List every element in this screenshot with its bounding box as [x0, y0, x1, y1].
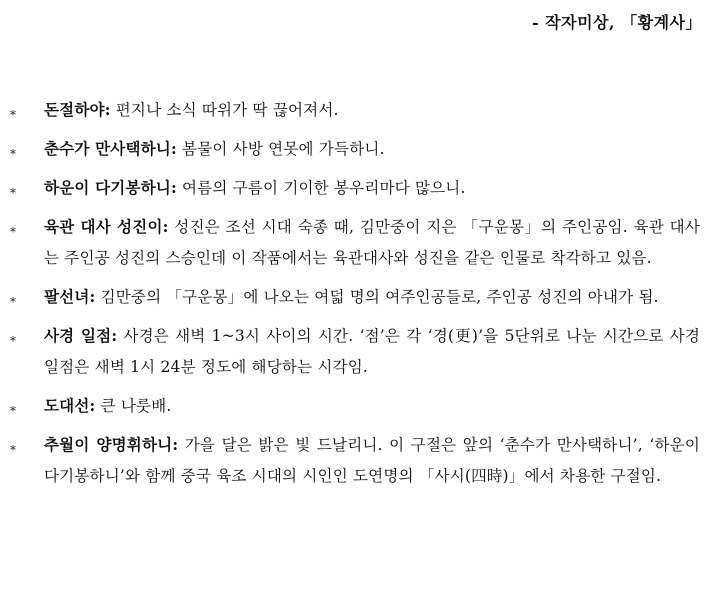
glossary-definition: 여름의 구름이 기이한 봉우리마다 많으니.: [176, 179, 466, 197]
asterisk-bullet-icon: ⁎: [10, 182, 17, 196]
glossary-definition: 김만중의 「구운몽」에 나오는 여덟 명의 여주인공들로, 주인공 성진의 아내가 됨.: [95, 288, 659, 306]
glossary-term: 추월이 양명휘하니:: [44, 435, 179, 454]
glossary-definition: 큰 나룻배.: [95, 397, 172, 415]
asterisk-bullet-icon: ⁎: [10, 330, 17, 344]
glossary-term: 하운이 다기봉하니:: [44, 178, 177, 197]
glossary-term: 팔선녀:: [44, 287, 96, 306]
asterisk-bullet-icon: ⁎: [10, 104, 17, 118]
glossary-note: [10, 211, 700, 274]
glossary-definition: 편지나 소식 따위가 딱 끊어져서.: [110, 101, 339, 119]
asterisk-bullet-icon: ⁎: [10, 400, 17, 414]
glossary-note: [10, 429, 700, 492]
glossary-term: 육관 대사 성진이:: [44, 217, 169, 236]
glossary-note: [10, 133, 700, 165]
glossary-note: [10, 320, 700, 383]
glossary-definition: 성진은 조선 시대 숙종 때, 김만중이 지은 「구운몽」의 주인공임. 육관 대사는 주인공 성진의 스승인데 이 작품에서는 육관대사와 성진을 같은 인물로 착각하고 있음.: [44, 218, 700, 267]
asterisk-bullet-icon: ⁎: [10, 143, 17, 157]
glossary-notes-list: [10, 94, 700, 499]
glossary-definition: 봄물이 사방 연못에 가득하니.: [176, 140, 385, 158]
glossary-note: [10, 94, 700, 126]
glossary-note: [10, 172, 700, 204]
glossary-definition: 사경은 새벽 1~3시 사이의 시간. ‘점’은 각 ‘경(更)’을 5단위로 나눈 시간으로 사경 일점은 새벽 1시 24분 정도에 해당하는 시각임.: [44, 327, 700, 376]
glossary-note: [10, 281, 700, 313]
source-attribution: - 작자미상, 「황계사」: [531, 13, 702, 32]
glossary-term: 돈절하야:: [44, 100, 111, 119]
glossary-definition: 가을 달은 밝은 빛 드날리니. 이 구절은 앞의 ‘춘수가 만사택하니’, ‘하운이 다기봉하니’와 함께 중국 육조 시대의 시인인 도연명의 「사시(四時)」에서 차용한 구절임.: [44, 436, 700, 485]
glossary-term: 도대선:: [44, 396, 96, 415]
glossary-note: [10, 390, 700, 422]
glossary-term: 춘수가 만사택하니:: [44, 139, 177, 158]
glossary-term: 사경 일점:: [44, 326, 118, 345]
asterisk-bullet-icon: ⁎: [10, 221, 17, 235]
asterisk-bullet-icon: ⁎: [10, 291, 17, 305]
asterisk-bullet-icon: ⁎: [10, 439, 17, 453]
